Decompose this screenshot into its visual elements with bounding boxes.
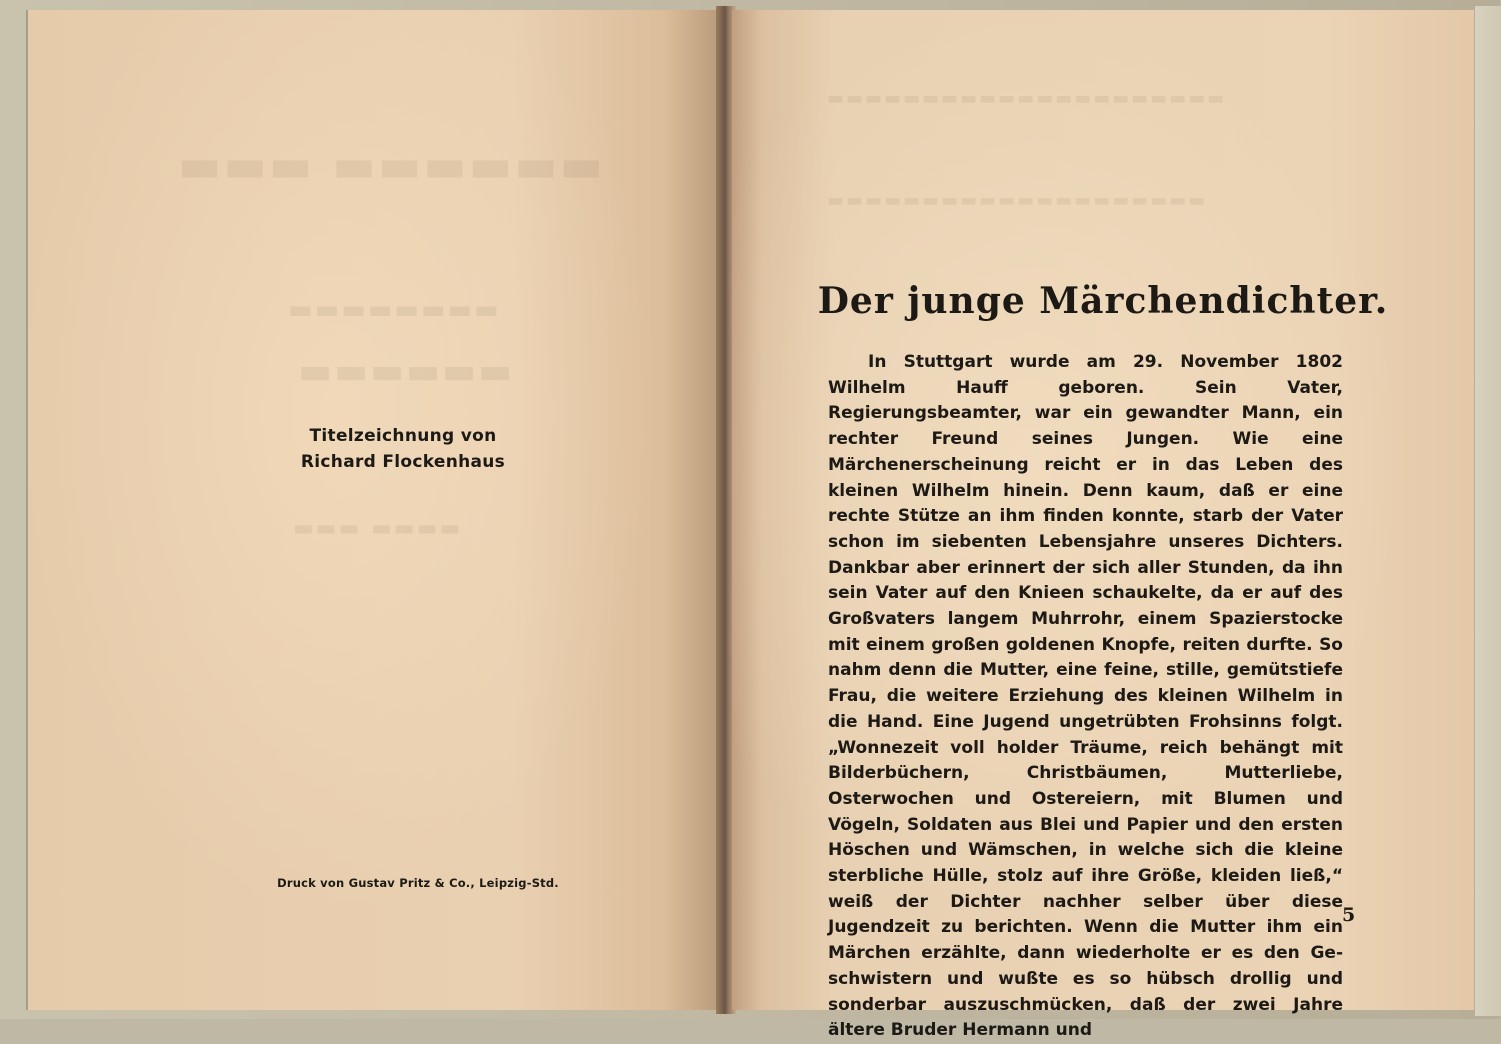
- chapter-body-text: In Stuttgart wurde am 29. November 1802 Wilhelm Hauff geboren. Sein Vater, Regierungsbeamter, war ein gewandter Mann, ein rechter Freund seines Jungen. Wie eine Märchenerscheinung reicht er in das Leben des kleinen Wilhelm hinein. Denn kaum, daß er eine rechte Stütze an ihm finden konnte, starb der Vater schon im siebenten Lebensjahre unseres Dichters. Dankbar aber erinnert der sich aller Stunden, da ihn sein Vater auf den Knieen schaukelte, da er auf des Großvaters langem Muhrrohr, einem Spazierstocke mit einem großen goldenen Knopfe, reiten durfte. So nahm denn die Mutter, eine feine, stille, gemütstiefe Frau, die weitere Erziehung des kleinen Wilhelm in die Hand. Eine Jugend ungetrübten Frohsinns folgt. „Wonnezeit voll holder Träume, reich behängt mit Bilderbüchern, Christbäumen, Mutterliebe, Osterwochen und Ostereiern, mit Blumen und Vögeln, Soldaten aus Blei und Papier und den ersten Höschen und Wämschen, in welche sich die kleine sterbliche Hülle, stolz auf ihre Größe, kleiden ließ,“ weiß der Dichter nachher selber über diese Jugendzeit zu berichten. Wenn die Mutter ihm ein Märchen erzählte, dann wiederholte er es den Geschwistern und wußte es so hübsch drollig und sonderbar auszuschmücken, daß der zwei Jahre ältere Bruder Hermann und: [828, 352, 1343, 1041]
- book-cover-edge: [1474, 6, 1501, 1016]
- show-through-text: ▬▬▬▬▬▬▬▬: [288, 295, 501, 325]
- show-through-text: ▬▬▬▬▬▬▬▬▬▬▬▬▬▬▬▬▬▬▬▬: [827, 190, 1208, 211]
- show-through-text: ▬▬▬ ▬▬▬▬▬▬: [178, 138, 606, 192]
- chapter-title: Der junge Märchendichter.: [817, 280, 1389, 322]
- printer-imprint: Druck von Gustav Pritz & Co., Leipzig-Std.: [277, 876, 559, 890]
- left-page: [26, 10, 720, 1010]
- title-drawing-credit: Titelzeichnung von: [309, 426, 497, 446]
- illustrator-name: Richard Flockenhaus: [300, 452, 506, 472]
- right-page: [732, 10, 1474, 1041]
- show-through-text: ▬▬▬▬▬▬: [298, 350, 515, 392]
- show-through-text: ▬▬▬ ▬▬▬▬: [293, 515, 463, 541]
- page-number: 5: [1342, 904, 1356, 926]
- show-through-text: ▬▬▬▬▬▬▬▬▬▬▬▬▬▬▬▬▬▬▬▬▬: [827, 88, 1227, 109]
